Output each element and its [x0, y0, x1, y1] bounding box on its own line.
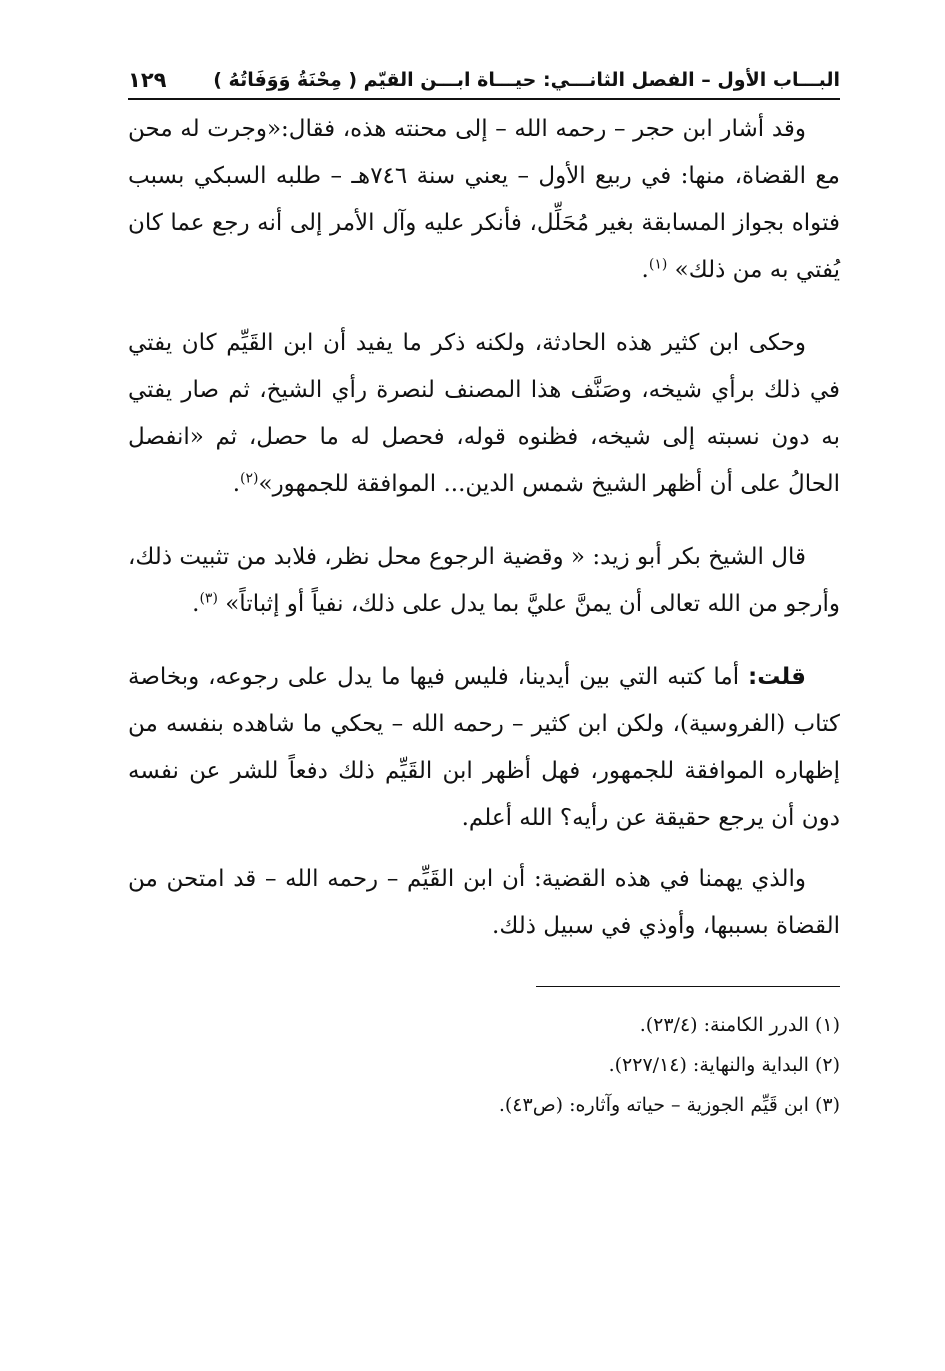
footnote-2: (٢) البداية والنهاية: (٢٢٧/١٤).	[608, 1054, 840, 1076]
paragraph-text: وحكى ابن كثير هذه الحادثة، ولكنه ذكر ما يفيد أن ابن القَيِّم كان يفتي في ذلك برأي شيخه، وصَنَّف هذا المصنف لنصرة رأي الشيخ، ثم صار يفتي به دون نسبته إلى شيخه، فظنوه قوله، فحصل له ما حصل، ثم «انفصل الحالُ على أن أظهر الشيخ شمس الدين... الموافقة للجمهور»	[128, 330, 840, 497]
paragraph-bakr-abu-zayd	[128, 534, 840, 628]
footnote-divider	[536, 986, 840, 987]
main-text	[128, 106, 840, 950]
paragraph-end: .	[232, 471, 241, 497]
book-page	[128, 62, 840, 1312]
lead-word: قلت:	[748, 664, 806, 690]
chapter-title: البـــاب الأول – الفصل الثانـــي: حيـــاة ابـــن القيّم ( مِحْنَةُ وَوَفَاتُهُ )	[213, 69, 840, 91]
paragraph-author-comment	[128, 654, 840, 842]
paragraph-text: قال الشيخ بكر أبو زيد: « وقضية الرجوع محل نظر، فلابد من تثبيت ذلك، وأرجو من الله تعالى أن يمنَّ عليَّ بما يدل على ذلك، نفياً أو إثباتاً»	[128, 544, 840, 617]
footnote-ref: (٢)	[240, 470, 259, 487]
paragraph-end: .	[641, 257, 649, 283]
running-header	[128, 62, 840, 100]
paragraph-ibn-kathir	[128, 320, 840, 508]
paragraph-text: وقد أشار ابن حجر – رحمه الله – إلى محنته هذه، فقال:«وجرت له محن مع القضاة، منها: في ربيع الأول – يعني سنة ٧٤٦هـ – طلبه السبكي بسبب فتواه بجواز المسابقة بغير مُحَلِّل، فأنكر عليه وآل الأمر إلى أنه رجع عما كان يُفتي به من ذلك»	[128, 116, 840, 283]
footnote-ref: (٣)	[199, 590, 218, 607]
paragraph-text: أما كتبه التي بين أيدينا، فليس فيها ما يدل على رجوعه، وبخاصة كتاب (الفروسية)، ولكن ابن كثير – رحمه الله – يحكي ما شاهده بنفسه من إظهاره الموافقة للجمهور، فهل أظهر ابن القَيِّم ذلك دفعاً للشر عن نفسه دون أن يرجع حقيقة عن رأيه؟ الله أعلم.	[128, 664, 840, 831]
footnotes	[128, 1005, 840, 1125]
page-number: ١٢٩	[128, 68, 167, 92]
paragraph-text: والذي يهمنا في هذه القضية: أن ابن القَيِّم – رحمه الله – قد امتحن من القضاة بسببها، وأوذي في سبيل ذلك.	[128, 866, 840, 939]
paragraph-ibn-hajar	[128, 106, 840, 294]
paragraph-conclusion	[128, 856, 840, 950]
footnote-1: (١) الدرر الكامنة: (٢٣/٤).	[639, 1014, 840, 1036]
paragraph-end: .	[192, 591, 200, 617]
footnote-ref: (١)	[648, 256, 668, 273]
footnote-3: (٣) ابن قَيِّم الجوزية – حياته وآثاره: (ص٤٣).	[498, 1094, 840, 1116]
